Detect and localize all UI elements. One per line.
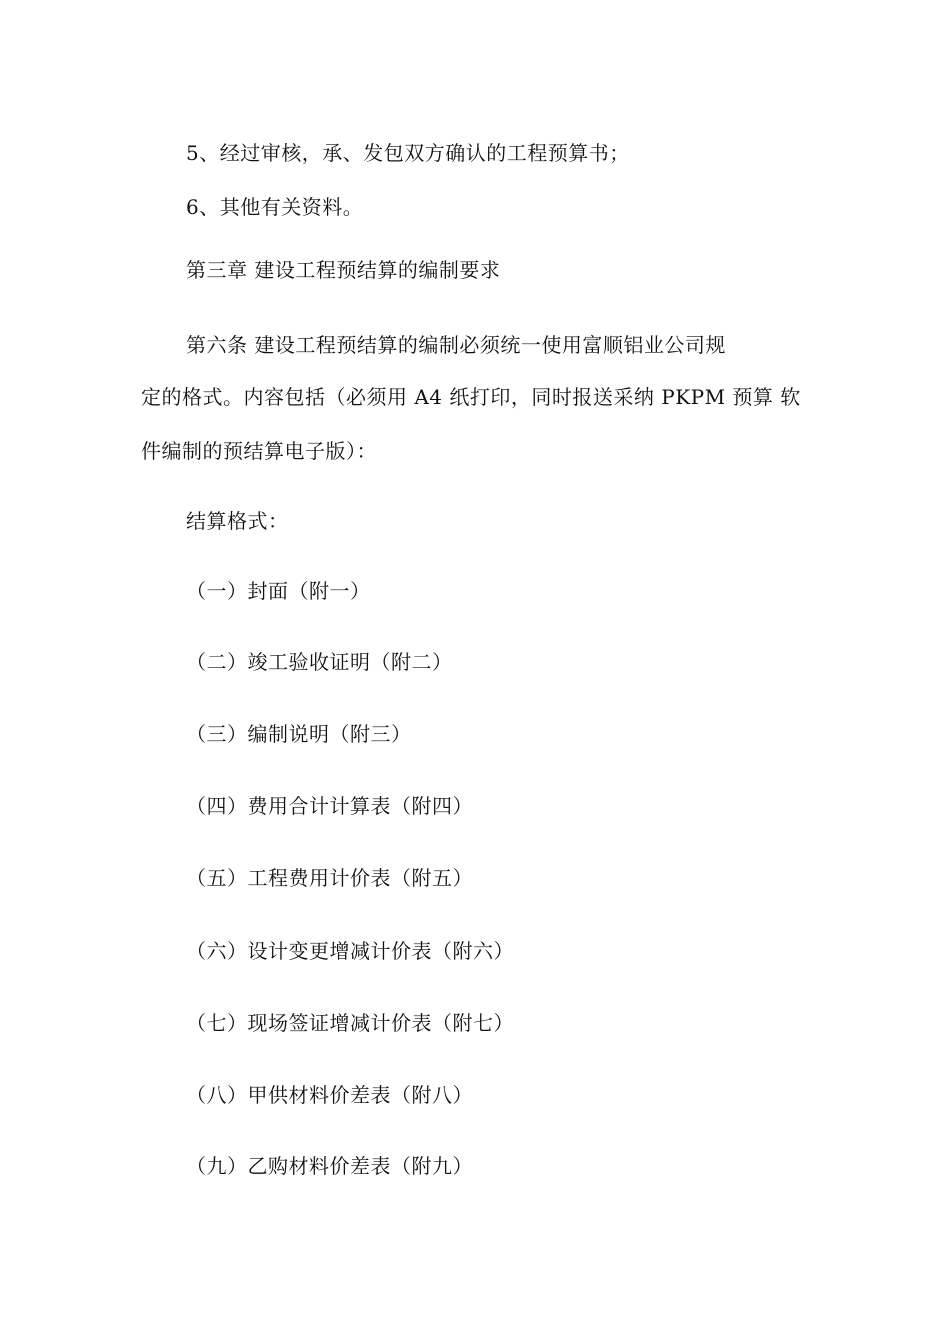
article-6-second-line: 定的格式。内容包括（必须用 A4 纸打印，同时报送采纳 PKPM 预算 软 — [141, 385, 801, 409]
format-list-item: （五）工程费用计价表（附五） — [186, 866, 473, 890]
format-list-item: （三）编制说明（附三） — [186, 722, 412, 746]
format-list-item: （二）竣工验收证明（附二） — [186, 650, 453, 674]
format-list-item: （一）封面（附一） — [186, 579, 371, 603]
format-list-item: （七）现场签证增减计价表（附七） — [186, 1011, 514, 1035]
format-list-item: （四）费用合计计算表（附四） — [186, 794, 473, 818]
chapter-heading: 第三章 建设工程预结算的编制要求 — [186, 258, 501, 282]
format-list-item: （九）乙购材料价差表（附九） — [186, 1154, 473, 1178]
article-6-first-line: 第六条 建设工程预结算的编制必须统一使用富顺铝业公司规 — [186, 333, 726, 357]
settlement-format-label: 结算格式： — [186, 509, 289, 533]
paragraph-item-6: 6、其他有关资料。 — [186, 195, 364, 219]
format-list-item: （八）甲供材料价差表（附八） — [186, 1083, 473, 1107]
article-6-third-line: 件编制的预结算电子版）： — [141, 439, 377, 463]
format-list-item: （六）设计变更增减计价表（附六） — [186, 939, 514, 963]
paragraph-item-5: 5、经过审核，承、发包双方确认的工程预算书； — [186, 141, 630, 165]
